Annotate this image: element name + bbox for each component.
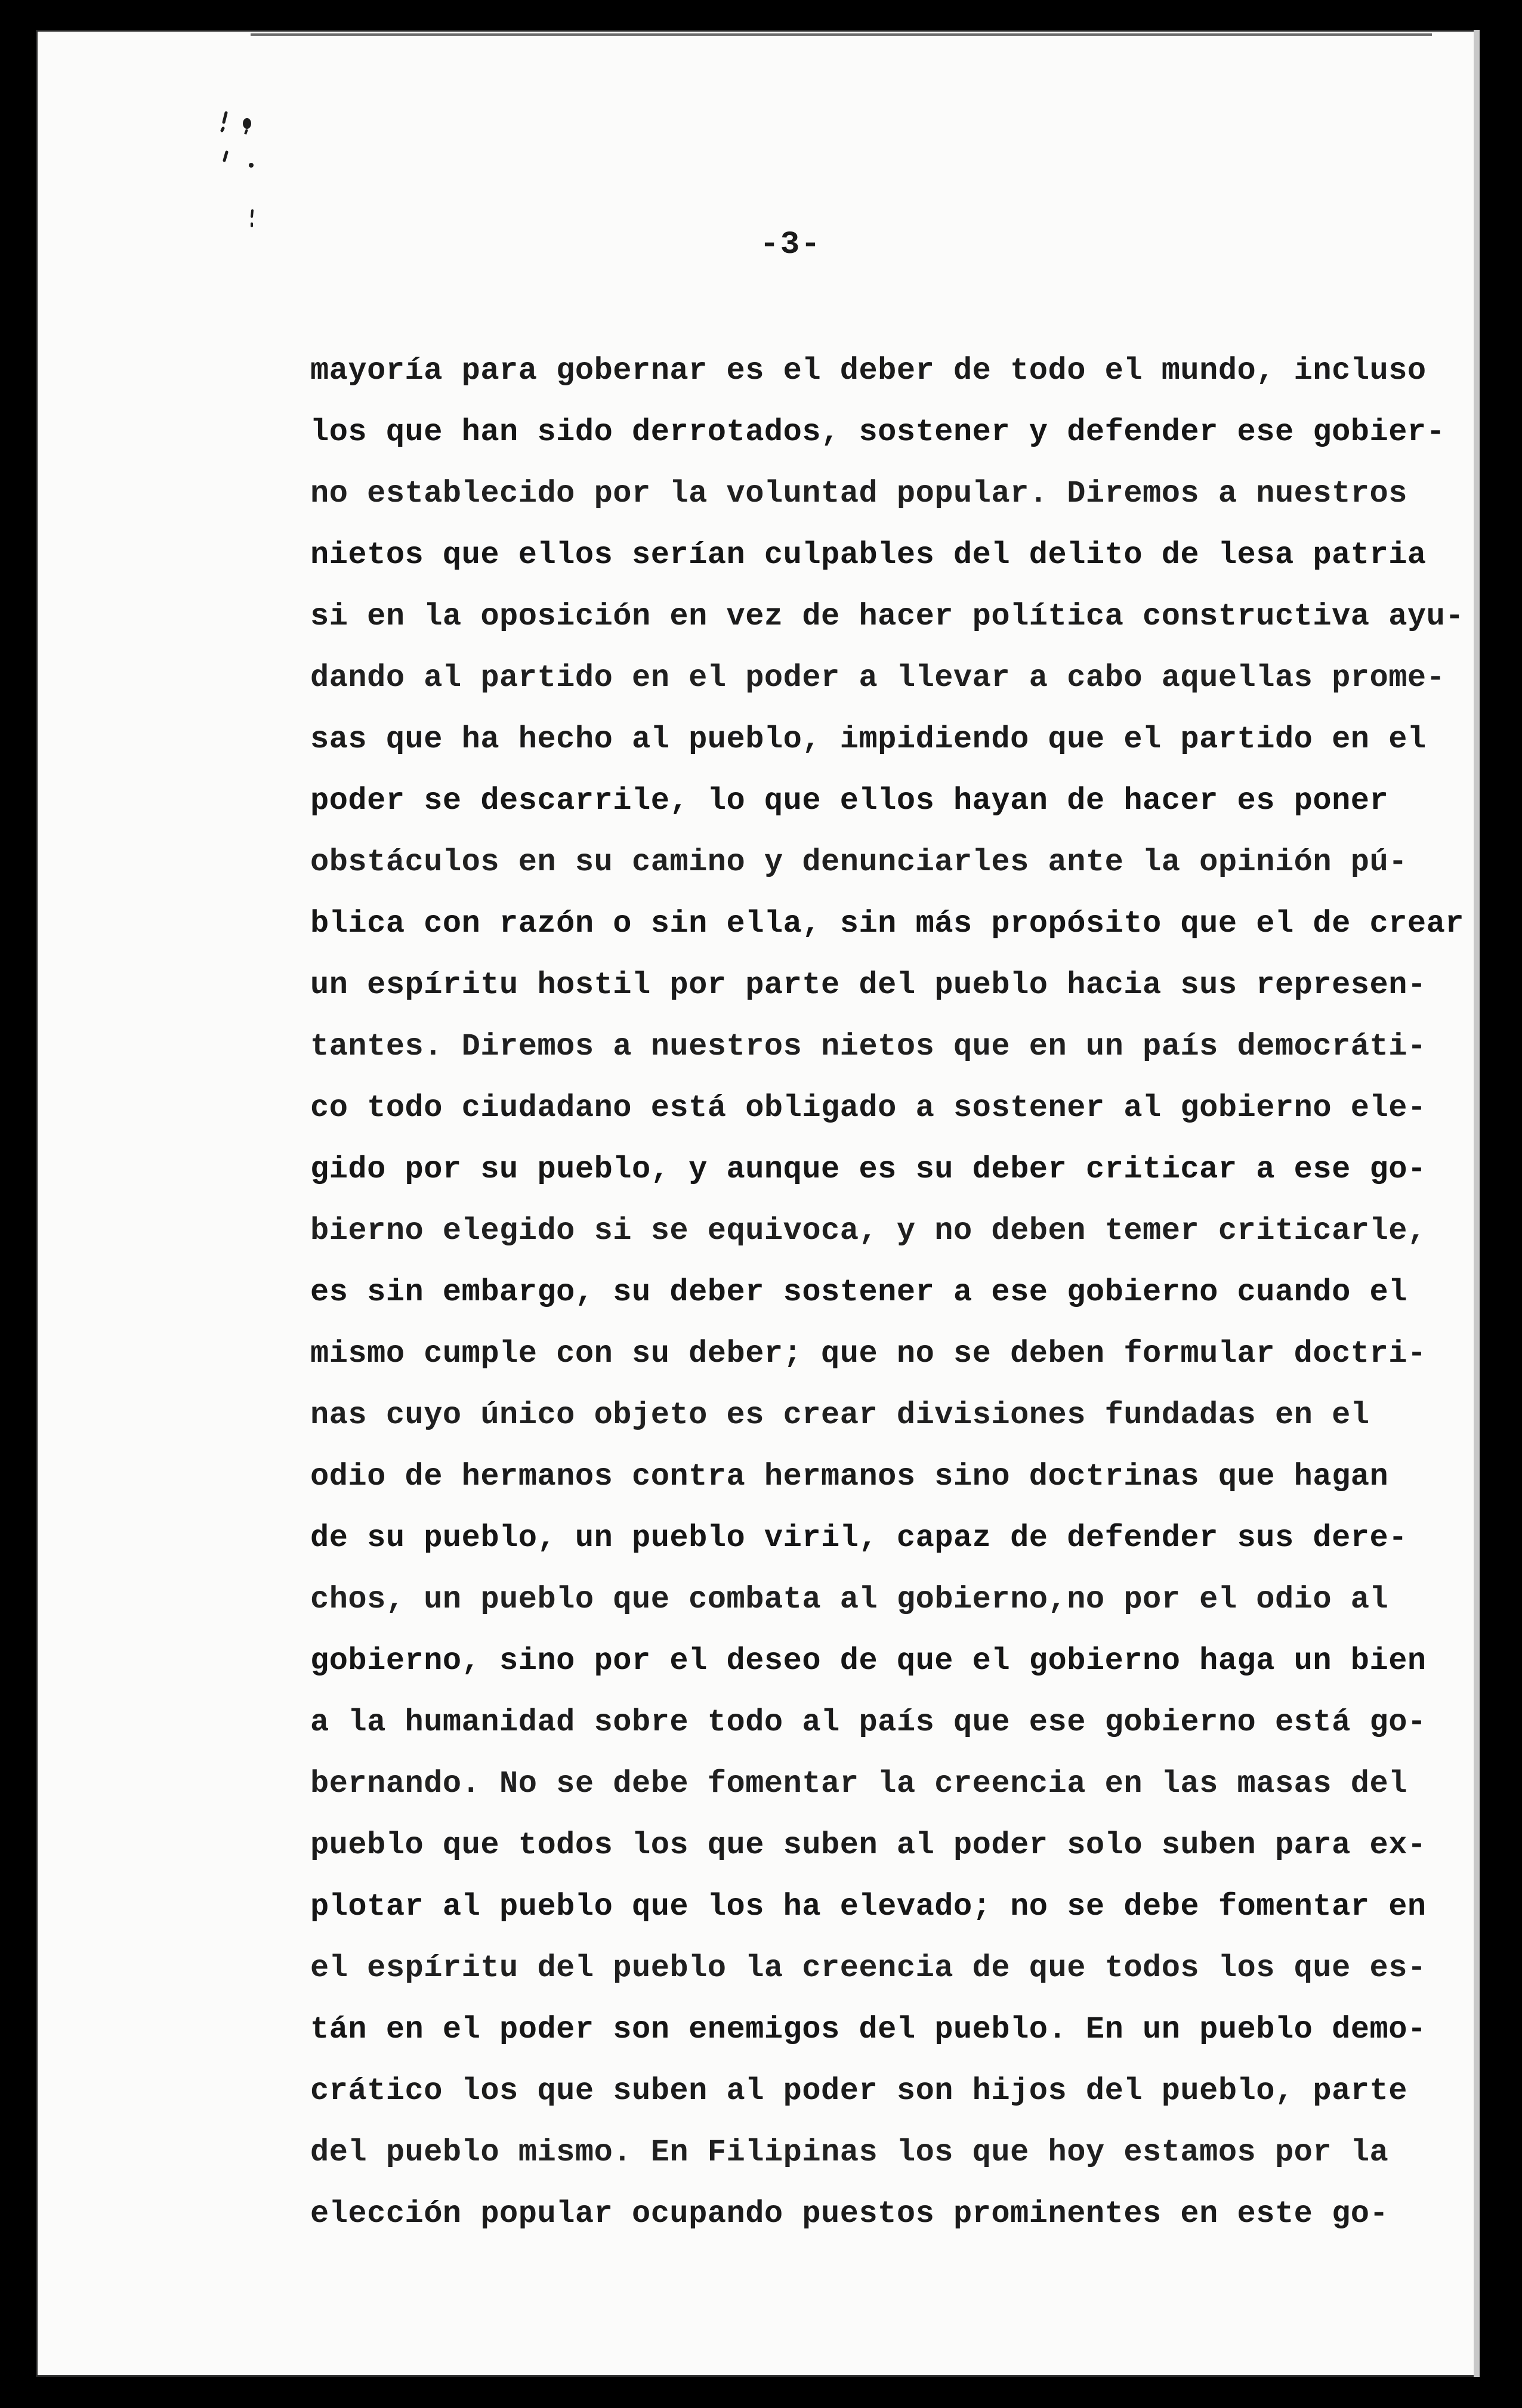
text-line: gido por su pueblo, y aunque es su deber criticar a ese go- bbox=[310, 1152, 1427, 1187]
text-line: nas cuyo único objeto es crear divisiones fundadas en el bbox=[310, 1398, 1370, 1433]
text-line: mismo cumple con su deber; que no se deben formular doctri- bbox=[310, 1336, 1427, 1371]
text-line: nietos que ellos serían culpables del delito de lesa patria bbox=[310, 537, 1427, 573]
text-line: no establecido por la voluntad popular. Diremos a nuestros bbox=[310, 476, 1407, 511]
text-line: dando al partido en el poder a llevar a cabo aquellas prome- bbox=[310, 660, 1446, 695]
text-line: el espíritu del pueblo la creencia de que todos los que es- bbox=[310, 1950, 1427, 1986]
text-line: es sin embargo, su deber sostener a ese gobierno cuando el bbox=[310, 1275, 1407, 1310]
text-line: bernando. No se debe fomentar la creencia en las masas del bbox=[310, 1766, 1407, 1801]
text-line: gobierno, sino por el deseo de que el gobierno haga un bien bbox=[310, 1643, 1427, 1679]
text-line: pueblo que todos los que suben al poder solo suben para ex- bbox=[310, 1828, 1427, 1863]
text-line: blica con razón o sin ella, sin más propósito que el de crear bbox=[310, 906, 1465, 941]
paper-right-edge bbox=[1474, 30, 1480, 2377]
text-line: bierno elegido si se equivoca, y no deben temer criticarle, bbox=[310, 1213, 1427, 1248]
text-line: poder se descarrile, lo que ellos hayan de hacer es poner bbox=[310, 783, 1389, 818]
text-line: plotar al pueblo que los ha elevado; no se debe fomentar en bbox=[310, 1889, 1427, 1924]
text-line: odio de hermanos contra hermanos sino doctrinas que hagan bbox=[310, 1459, 1389, 1494]
text-line: mayoría para gobernar es el deber de todo el mundo, incluso bbox=[310, 353, 1427, 388]
text-line: un espíritu hostil por parte del pueblo hacia sus represen- bbox=[310, 967, 1427, 1003]
text-line: de su pueblo, un pueblo viril, capaz de defender sus dere- bbox=[310, 1520, 1407, 1556]
text-line: crático los que suben al poder son hijos del pueblo, parte bbox=[310, 2073, 1407, 2109]
text-line: del pueblo mismo. En Filipinas los que hoy estamos por la bbox=[310, 2135, 1389, 2170]
document-body-text bbox=[310, 340, 1465, 2245]
text-line: tantes. Diremos a nuestros nietos que en un país democráti- bbox=[310, 1029, 1427, 1064]
document-page bbox=[36, 30, 1480, 2377]
margin-ink-marks bbox=[218, 86, 301, 242]
page-top-edge-line bbox=[251, 33, 1432, 36]
text-line: sas que ha hecho al pueblo, impidiendo que el partido en el bbox=[310, 722, 1427, 757]
text-line: tán en el poder son enemigos del pueblo. En un pueblo demo- bbox=[310, 2012, 1427, 2047]
page-number: -3- bbox=[760, 227, 822, 263]
text-line: si en la oposición en vez de hacer política constructiva ayu- bbox=[310, 599, 1465, 634]
text-line: chos, un pueblo que combata al gobierno,no por el odio al bbox=[310, 1582, 1389, 1617]
text-line: elección popular ocupando puestos prominentes en este go- bbox=[310, 2196, 1389, 2231]
text-line: co todo ciudadano está obligado a sostener al gobierno ele- bbox=[310, 1090, 1427, 1126]
text-line: los que han sido derrotados, sostener y defender ese gobier- bbox=[310, 415, 1446, 450]
text-line: obstáculos en su camino y denunciarles ante la opinión pú- bbox=[310, 845, 1407, 880]
text-line: a la humanidad sobre todo al país que ese gobierno está go- bbox=[310, 1705, 1427, 1740]
